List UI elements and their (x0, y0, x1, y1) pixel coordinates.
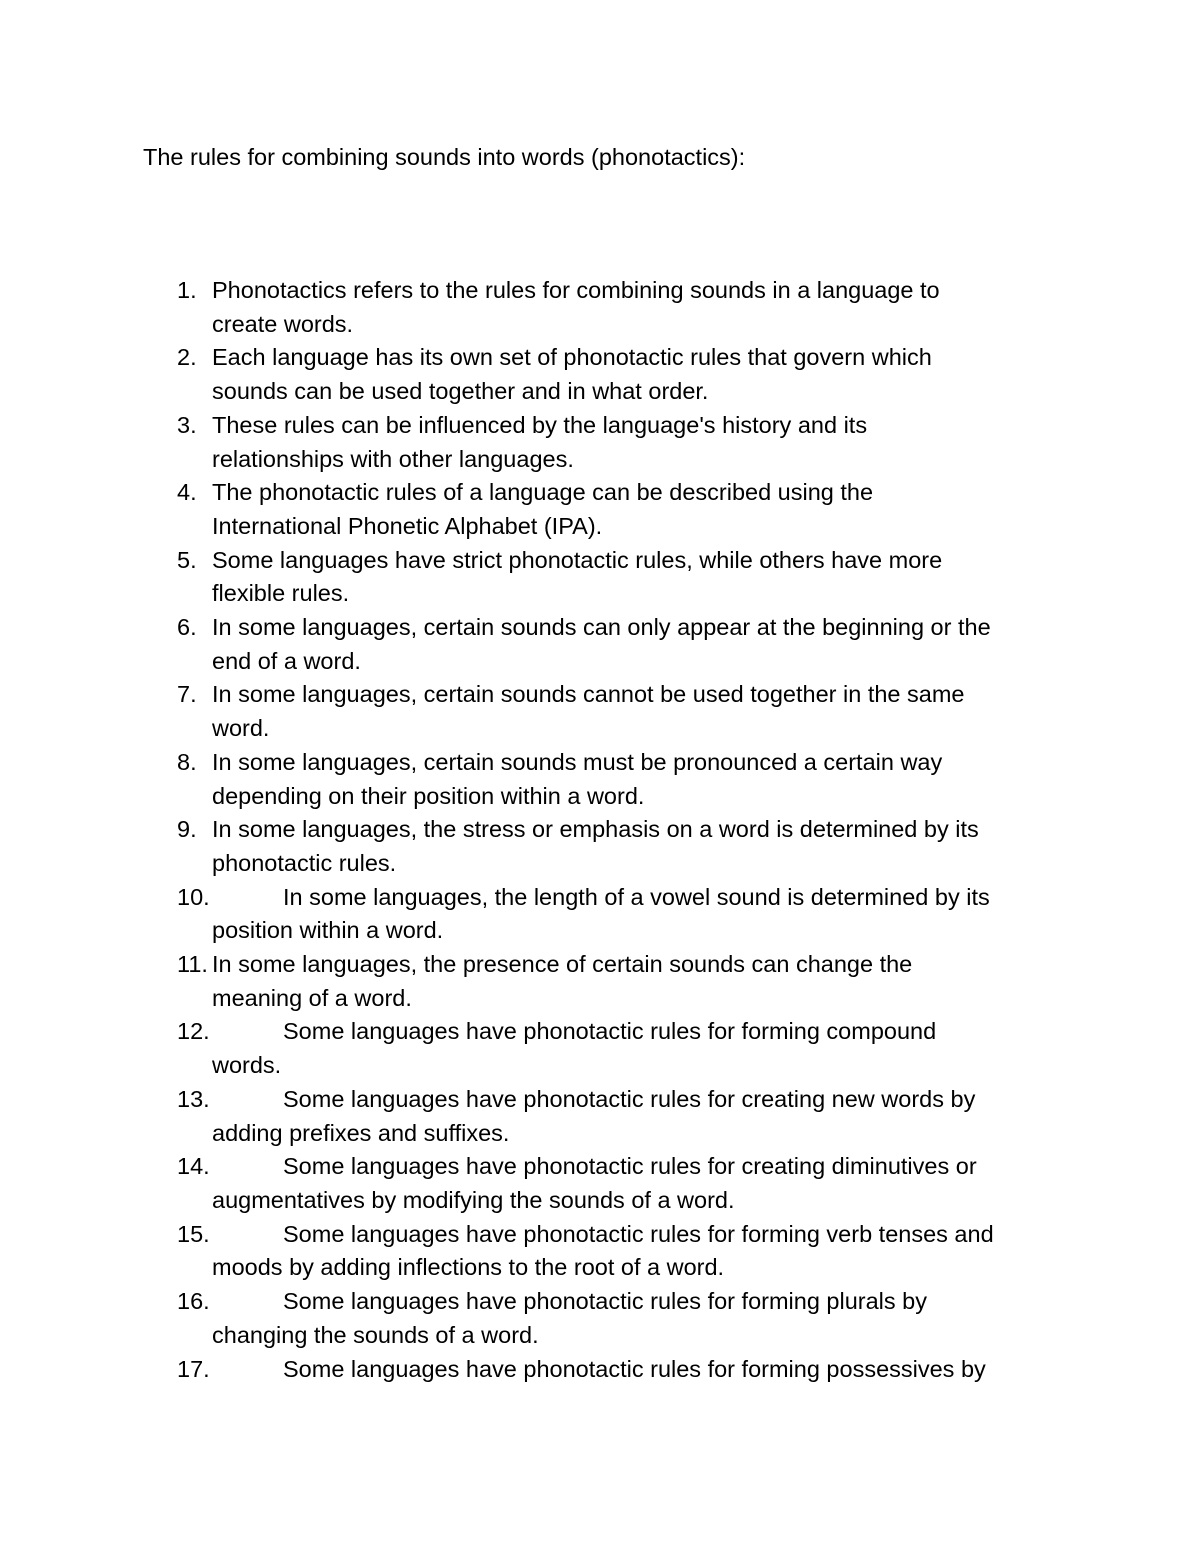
list-text: meaning of a word. (212, 984, 412, 1011)
list-number: 11. (177, 951, 208, 978)
list-text: sounds can be used together and in what order. (212, 378, 709, 405)
list-text: Some languages have phonotactic rules for forming compound (283, 1018, 937, 1045)
list-item (0, 476, 1200, 543)
list-text: position within a word. (212, 917, 444, 944)
list-item (0, 274, 1200, 341)
list-text: words. (212, 1052, 282, 1079)
list-item (0, 881, 1200, 948)
list-number: 6. (177, 614, 197, 641)
list-number: 3. (177, 411, 197, 438)
list-item (0, 341, 1200, 408)
list-text: Phonotactics refers to the rules for combining sounds in a language to (212, 277, 940, 303)
list-number: 9. (177, 816, 197, 843)
list-text: In some languages, the presence of certain sounds can change the (212, 951, 913, 978)
list-text: augmentatives by modifying the sounds of a word. (212, 1186, 735, 1213)
list-text: Some languages have strict phonotactic rules, while others have more (212, 546, 943, 573)
list-number: 5. (177, 546, 197, 573)
list-number: 10. (177, 883, 210, 910)
list-text: Some languages have phonotactic rules for forming verb tenses and (283, 1220, 994, 1247)
list-text: Some languages have phonotactic rules for creating new words by (283, 1085, 976, 1112)
list-number: 16. (177, 1288, 210, 1315)
list-item (0, 678, 1200, 745)
list-item (0, 746, 1200, 813)
list-text: depending on their position within a word. (212, 782, 645, 809)
list-text: The phonotactic rules of a language can be described using the (212, 479, 874, 506)
list-text: adding prefixes and suffixes. (212, 1119, 510, 1146)
list-text: Some languages have phonotactic rules for forming possessives by (283, 1355, 986, 1382)
list-text: relationships with other languages. (212, 445, 574, 472)
list-text: word. (212, 715, 270, 742)
list-text: These rules can be influenced by the language's history and its (212, 411, 868, 438)
list-number: 8. (177, 748, 197, 775)
list-number: 4. (177, 479, 197, 506)
list-text: create words. (212, 310, 354, 337)
list-item (0, 409, 1200, 476)
list-item (0, 1218, 1200, 1285)
list-item (0, 611, 1200, 678)
list-item (0, 813, 1200, 880)
list-text: In some languages, the stress or emphasis on a word is determined by its (212, 816, 979, 843)
list-number: 12. (177, 1018, 210, 1045)
list-text: Each language has its own set of phonotactic rules that govern which (212, 344, 932, 371)
list-text: In some languages, certain sounds can only appear at the beginning or the (212, 614, 991, 641)
list-item (0, 1015, 1200, 1082)
list-text: moods by adding inflections to the root of a word. (212, 1254, 725, 1281)
list-number: 2. (177, 344, 197, 371)
list-item (0, 948, 1200, 1015)
list-text: changing the sounds of a word. (212, 1321, 539, 1348)
list-text: In some languages, certain sounds must be pronounced a certain way (212, 748, 943, 775)
document-title: The rules for combining sounds into words (phonotactics): (143, 144, 746, 170)
list-item (0, 1353, 1200, 1387)
list-item (0, 1285, 1200, 1352)
list-text: In some languages, the length of a vowel sound is determined by its (283, 883, 990, 910)
list-number: 7. (177, 681, 197, 708)
rules-list (0, 274, 1200, 1386)
list-number: 14. (177, 1153, 210, 1180)
list-text: end of a word. (212, 647, 361, 674)
list-text: phonotactic rules. (212, 849, 397, 876)
list-text: flexible rules. (212, 580, 350, 607)
list-number: 15. (177, 1220, 210, 1247)
list-number: 1. (177, 277, 197, 303)
list-text: Some languages have phonotactic rules for creating diminutives or (283, 1153, 977, 1180)
list-item (0, 1083, 1200, 1150)
list-text: Some languages have phonotactic rules for forming plurals by (283, 1288, 928, 1315)
list-text: In some languages, certain sounds cannot be used together in the same (212, 681, 965, 708)
list-text: International Phonetic Alphabet (IPA). (212, 512, 603, 539)
list-number: 17. (177, 1355, 210, 1382)
list-item (0, 1150, 1200, 1217)
list-number: 13. (177, 1085, 210, 1112)
list-item (0, 544, 1200, 611)
